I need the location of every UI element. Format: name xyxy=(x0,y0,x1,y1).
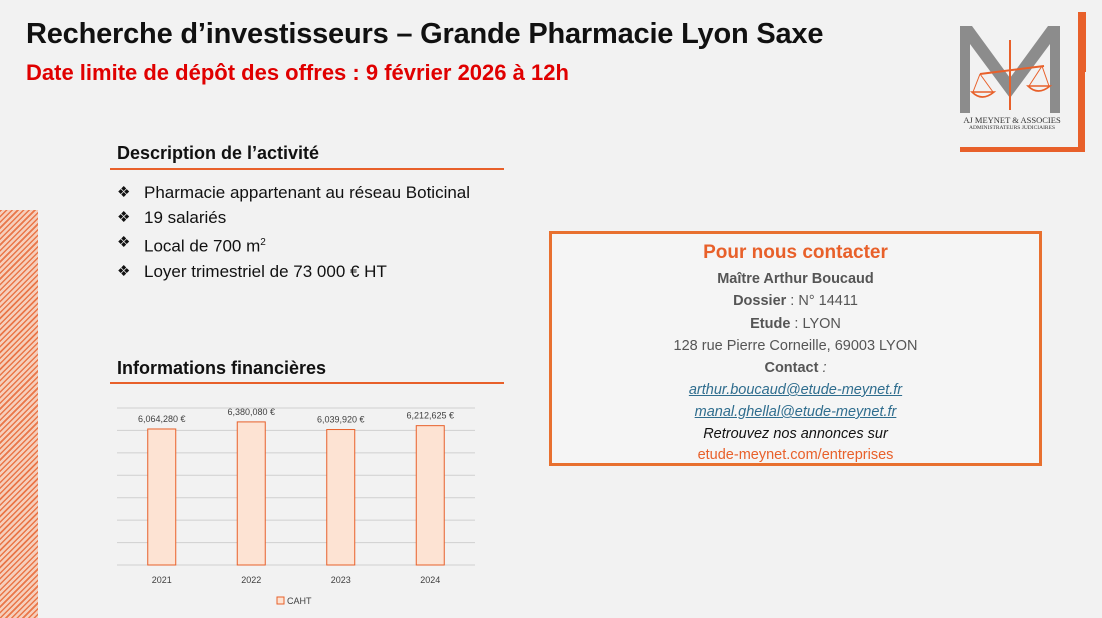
diamond-bullet-icon: ❖ xyxy=(117,234,131,251)
scales-of-justice-monogram-icon xyxy=(952,18,1078,118)
dossier-value: : N° 14411 xyxy=(786,293,858,309)
description-list xyxy=(117,180,477,284)
chart-bar xyxy=(148,429,176,565)
list-item xyxy=(117,230,477,259)
financial-heading: Informations financières xyxy=(117,358,327,378)
chart-tick-label: 2023 xyxy=(330,575,351,585)
contact-box xyxy=(549,231,1042,466)
etude-label: Etude xyxy=(750,316,791,332)
chart-data-label: 6,212,625 € xyxy=(406,410,455,421)
dossier-label: Dossier xyxy=(733,293,787,309)
superscript: 2 xyxy=(260,237,266,248)
email-link-2[interactable]: manal.ghellal@etude-meynet.fr xyxy=(694,404,897,420)
revenue-bar-chart xyxy=(110,395,490,615)
annonces-text: Retrouvez nos annonces sur xyxy=(703,426,888,442)
contact-name: Maître Arthur Boucaud xyxy=(717,271,874,287)
description-heading: Description de l’activité xyxy=(117,143,320,163)
logo-company-name: AJ MEYNET & ASSOCIES xyxy=(963,115,1061,125)
list-item-text: Pharmacie appartenant au réseau Boticinal xyxy=(144,183,471,202)
chart-bar xyxy=(327,430,355,565)
list-item-text: Local de 700 m xyxy=(144,236,261,256)
list-item-text: Loyer trimestriel de 73 000 € HT xyxy=(144,261,387,281)
diamond-bullet-icon: ❖ xyxy=(117,209,131,226)
list-item xyxy=(117,180,477,205)
email-link-1[interactable]: arthur.boucaud@etude-meynet.fr xyxy=(688,382,903,398)
contact-address: 128 rue Pierre Corneille, 69003 LYON xyxy=(673,338,918,354)
deadline-text: Date limite de dépôt des offres : 9 février 2026 à 12h xyxy=(26,60,569,85)
chart-data-label: 6,039,920 € xyxy=(316,414,365,425)
email-line-1 xyxy=(552,382,1039,398)
diamond-bullet-icon: ❖ xyxy=(117,184,131,201)
contact-label-suffix: : xyxy=(818,360,827,376)
contact-etude xyxy=(552,316,1039,332)
chart-data-label: 6,064,280 € xyxy=(137,413,186,424)
etude-value: : LYON xyxy=(790,316,841,332)
list-item xyxy=(117,259,477,284)
contact-label: Contact xyxy=(764,360,819,376)
contact-title: Pour nous contacter xyxy=(703,242,888,263)
decorative-hatch-strip xyxy=(0,210,38,618)
logo-company-subtitle: ADMINISTRATEURS JUDICIAIRES xyxy=(968,125,1056,131)
legend-label: CAHT xyxy=(287,596,312,606)
chart-tick-label: 2022 xyxy=(241,575,262,585)
diamond-bullet-icon: ❖ xyxy=(117,262,131,280)
list-item xyxy=(117,205,477,230)
chart-bar xyxy=(416,426,444,565)
chart-tick-label: 2024 xyxy=(420,575,441,585)
company-logo xyxy=(952,18,1086,152)
list-item-text: 19 salariés xyxy=(144,208,227,227)
logo-frame-right xyxy=(1078,18,1085,152)
legend-swatch xyxy=(277,597,284,604)
chart-data-label: 6,380,080 € xyxy=(227,406,276,417)
description-rule xyxy=(110,168,504,170)
email-line-2 xyxy=(552,404,1039,420)
chart-bar xyxy=(237,422,265,565)
contact-dossier xyxy=(552,293,1039,309)
chart-tick-label: 2021 xyxy=(151,575,172,585)
financial-rule xyxy=(110,382,504,384)
contact-label-line xyxy=(552,360,1039,376)
page-title: Recherche d’investisseurs – Grande Pharmacie Lyon Saxe xyxy=(26,18,824,50)
website-link[interactable]: etude-meynet.com/entreprises xyxy=(697,447,894,463)
logo-frame-bottom xyxy=(960,147,1085,152)
